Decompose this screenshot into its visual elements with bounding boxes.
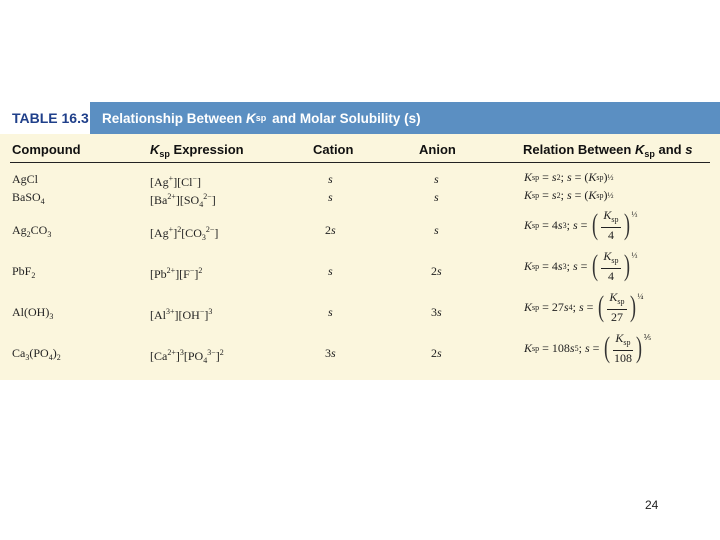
row-ca3po42-cation: 3s: [325, 346, 336, 360]
table-title-suffix: and Molar Solubility (s): [272, 110, 421, 126]
row-agcl-cation: s: [328, 172, 333, 186]
row-ag2co3-compound: $Ag_2CO_3$: [12, 223, 52, 239]
table-label: TABLE 16.3: [0, 102, 90, 134]
header-relation-prefix: Relation Between: [523, 142, 632, 157]
header-anion: Anion: [419, 142, 456, 157]
row-baso4-cation: s: [328, 190, 333, 204]
row-agcl-ksp: [Ag+][Cl−]: [150, 174, 202, 189]
row-agcl-relation: K sp = s 2 ; s = ( K sp ) ½: [524, 170, 614, 184]
row-baso4-compound: BaSO$_4$: [12, 190, 45, 206]
header-relation-s: s: [685, 142, 693, 157]
header-relation-and: and: [658, 142, 682, 157]
row-aloh3-compound: $Al(OH)_3$: [12, 305, 54, 321]
solubility-table: [0, 102, 720, 380]
row-pbf2-cation: s: [328, 264, 333, 278]
row-ag2co3-cation: 2s: [325, 223, 336, 237]
header-rule: [10, 162, 710, 163]
table-title-bar: [0, 102, 720, 134]
row-pbf2-anion: 2s: [431, 264, 442, 278]
row-aloh3-ksp: $[Al^{3+}][OH^-]^3$: [150, 307, 213, 322]
row-pbf2-compound: PbF$_2$: [12, 264, 36, 280]
row-pbf2-ksp: $[Pb^{2+}][F^-]^2$: [150, 266, 203, 281]
header-ksp-expression: [150, 142, 244, 159]
header-cation: Cation: [313, 142, 354, 157]
header-compound: Compound: [12, 142, 81, 157]
row-ca3po42-anion: 2s: [431, 346, 442, 360]
row-agcl-anion: s: [434, 172, 439, 186]
row-aloh3-anion: 3s: [431, 305, 442, 319]
row-aloh3-relation: K sp = 27 s 4 ; s = ( $\frac{K_{sp}}{27}$ ) ¼: [524, 290, 644, 324]
table-title-k: K: [246, 110, 256, 126]
row-baso4-ksp: $[Ba^{2+}][SO_4^{2-}]$: [150, 192, 216, 209]
table-title-sub: sp: [255, 113, 267, 123]
page-number: 24: [645, 498, 659, 512]
row-ca3po42-compound: $Ca_3(PO_4)_2$: [12, 346, 61, 362]
table-title: [90, 102, 421, 134]
header-relation-k: K: [634, 142, 645, 157]
row-baso4-anion: s: [434, 190, 439, 204]
row-ca3po42-relation: K sp = 108 s 5 ; s = ( $\frac{K_{sp}}{108}$ ) ⅕: [524, 331, 652, 365]
header-relation: [523, 142, 693, 159]
row-ag2co3-anion: s: [434, 223, 439, 237]
row-ag2co3-relation: K sp = 4 s 3 ; s = ( $\frac{K_{sp}}{4}$ ) ⅓: [524, 208, 638, 242]
table-title-prefix: Relationship Between: [102, 110, 243, 126]
header-relation-sub: sp: [644, 149, 655, 159]
header-ksp-sub: sp: [159, 149, 170, 159]
row-agcl-compound: AgCl: [12, 172, 39, 186]
row-baso4-relation: K sp = s 2 ; s = ( K sp ) ½: [524, 188, 614, 202]
header-ksp-rest: Expression: [173, 142, 244, 157]
row-aloh3-cation: s: [328, 305, 333, 319]
row-ag2co3-ksp: $[Ag^+]^2[CO_3^{2-}]$: [150, 225, 219, 242]
row-ca3po42-ksp: $[Ca^{2+}]^3[PO_4^{3-}]^2$: [150, 348, 224, 365]
row-pbf2-relation: K sp = 4 s 3 ; s = ( $\frac{K_{sp}}{4}$ ) ⅓: [524, 249, 638, 283]
header-ksp-k: K: [150, 142, 160, 157]
